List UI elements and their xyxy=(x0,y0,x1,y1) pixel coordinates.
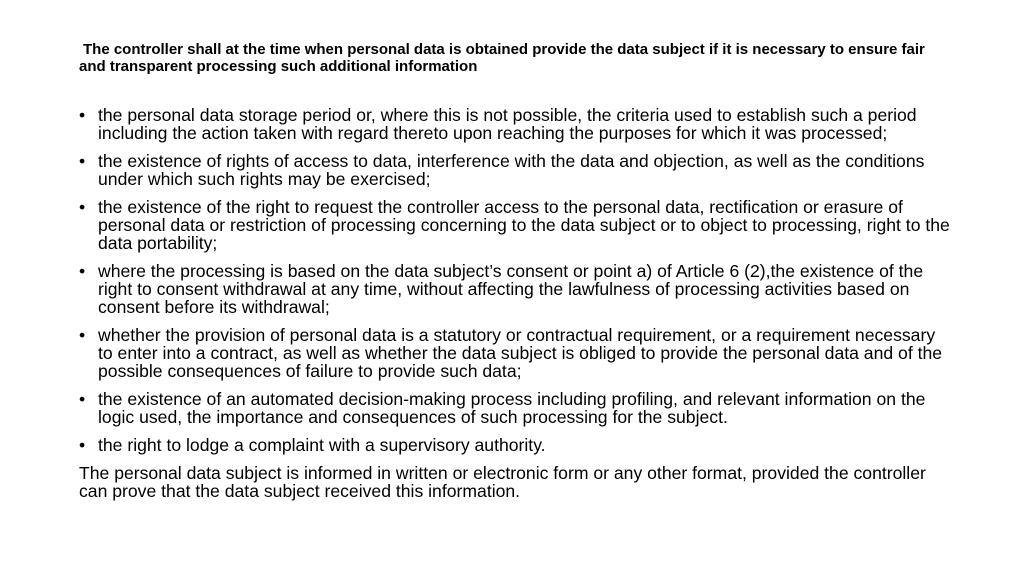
bullet-text: where the processing is based on the data subject’s consent or point a) of Article 6 (2),the existence of the right to consent withdrawal at any time, without affecting the lawfulness of processing activities based on consent before its withdrawal; xyxy=(98,261,924,317)
bullet-icon: • xyxy=(79,105,86,125)
bullet-item xyxy=(79,262,951,316)
slide-title: The controller shall at the time when personal data is obtained provide the data subject if it is necessary to ensure fair and transparent processing such additional information xyxy=(79,41,925,75)
bullet-item xyxy=(79,326,951,380)
bullet-item xyxy=(79,106,951,142)
bullet-text: the personal data storage period or, where this is not possible, the criteria used to establish such a period including the action taken with regard thereto upon reaching the purposes for which it was processed; xyxy=(98,105,917,143)
bullet-icon: • xyxy=(79,151,86,171)
bullet-icon: • xyxy=(79,261,86,281)
bullet-item xyxy=(79,390,951,426)
bullet-item xyxy=(79,152,951,188)
bullet-text: whether the provision of personal data is a statutory or contractual requirement, or a requirement necessary to enter into a contract, as well as whether the data subject is obliged to provide the personal data and of the possible consequences of failure to provide such data; xyxy=(98,325,943,381)
bullet-text: the existence of rights of access to data, interference with the data and objection, as well as the conditions under which such rights may be exercised; xyxy=(98,151,925,189)
bullet-icon: • xyxy=(79,325,86,345)
bullet-text: the existence of the right to request the controller access to the personal data, rectification or erasure of personal data or restriction of processing concerning to the data subject or to object to processing, right to the data portability; xyxy=(98,197,950,253)
bullet-icon: • xyxy=(79,435,86,455)
bullet-item xyxy=(79,198,951,252)
slide-body xyxy=(79,106,951,500)
footer-paragraph: The personal data subject is informed in written or electronic form or any other format, provided the controller can prove that the data subject received this information. xyxy=(79,463,926,501)
bullet-icon: • xyxy=(79,197,86,217)
bullet-text: the existence of an automated decision-making process including profiling, and relevant information on the logic used, the importance and consequences of such processing for the subject. xyxy=(98,389,926,427)
bullet-list xyxy=(79,106,951,454)
bullet-icon: • xyxy=(79,389,86,409)
bullet-item xyxy=(79,436,951,454)
bullet-text: the right to lodge a complaint with a supervisory authority. xyxy=(98,435,546,455)
